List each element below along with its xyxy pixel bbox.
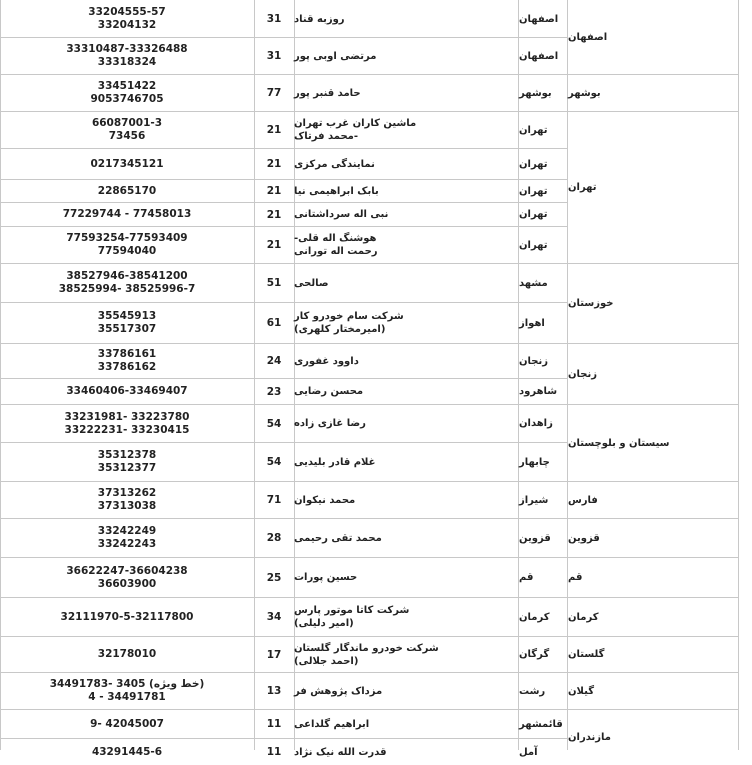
dealer-name-cell-text: محسن رضایی xyxy=(294,386,364,397)
dealer-name-cell-text: غلام قادر بلیدیی xyxy=(294,456,376,468)
city-cell-text: اصفهان xyxy=(519,50,559,62)
dealer-name-cell-text: بابک ابراهیمی نیا xyxy=(294,185,379,197)
phone-cell xyxy=(0,112,254,148)
dealer-name-cell-text: حسین پورات xyxy=(294,572,358,583)
phone-cell xyxy=(0,710,254,738)
phone-cell xyxy=(0,482,254,518)
city-cell-text: تهران xyxy=(519,158,548,170)
city-cell xyxy=(519,344,567,378)
area-code-cell xyxy=(255,75,293,111)
province-cell-text: زنجان xyxy=(568,368,598,380)
city-cell-text: کرمان xyxy=(519,611,550,623)
area-code-cell xyxy=(255,443,293,481)
phone-cell xyxy=(0,558,254,597)
city-cell-text: بوشهر xyxy=(519,87,552,99)
phone-cell-text: 32111970-5-32117800 xyxy=(60,610,194,623)
province-cell-text: کرمان xyxy=(568,611,599,623)
province-cell-text: تهران xyxy=(568,182,597,193)
dealer-name-cell-text: ابراهیم گلداعی xyxy=(294,718,370,730)
dealer-name-cell xyxy=(294,558,518,597)
city-cell xyxy=(519,38,567,74)
city-cell-text: رشت xyxy=(519,685,546,697)
area-code-cell xyxy=(255,598,293,636)
phone-cell xyxy=(0,637,254,672)
city-cell-text: مشهد xyxy=(519,277,548,289)
province-cell-text: فارس xyxy=(568,494,598,506)
dealer-name-cell-text: شرکت سام خودرو کار xyxy=(294,311,404,322)
phone-cell-text: 33318324 xyxy=(97,56,157,68)
phone-cell xyxy=(0,673,254,709)
city-cell xyxy=(519,303,567,343)
dealer-name-cell xyxy=(294,227,518,263)
area-code-cell xyxy=(255,405,293,442)
dealer-name-cell-text: صالحی xyxy=(294,277,329,289)
area-code-cell xyxy=(255,739,293,765)
phone-cell-text: 77594040 xyxy=(97,245,157,257)
city-cell xyxy=(519,264,567,302)
area-code-cell-text: 54 xyxy=(266,417,282,430)
dealer-name-cell xyxy=(294,710,518,738)
province-cell xyxy=(568,598,738,636)
area-code-cell xyxy=(255,264,293,302)
phone-cell-text: 0217345121 xyxy=(90,157,164,170)
area-code-cell xyxy=(255,710,293,738)
dealer-name-cell-text: قدرت الله نیک نژاد xyxy=(294,746,387,758)
dealer-name-cell-text: حامد قنبر پور xyxy=(294,87,361,99)
dealer-name-cell-text: (احمد جلالی) xyxy=(294,655,359,667)
phone-cell-text: 36622247-36604238 xyxy=(66,564,188,577)
province-cell xyxy=(568,673,738,709)
dealer-name-cell-text: رضا غازی زاده xyxy=(294,418,366,429)
dealer-name-cell xyxy=(294,75,518,111)
phone-cell-text: 66087001-3 xyxy=(91,117,163,129)
area-code-cell-text: 21 xyxy=(266,208,282,221)
phone-cell xyxy=(0,739,254,765)
city-cell xyxy=(519,180,567,202)
dealer-name-cell-text: داوود غفوری xyxy=(294,355,359,367)
city-cell-text: چابهار xyxy=(519,456,550,468)
phone-cell xyxy=(0,149,254,179)
city-cell-text: تهران xyxy=(519,124,548,136)
phone-cell xyxy=(0,75,254,111)
area-code-cell-text: 21 xyxy=(266,158,282,170)
province-cell-text: گلستان xyxy=(568,649,605,660)
phone-cell xyxy=(0,379,254,404)
dealer-name-cell-text: شرکت خودرو ماندگار گلستان xyxy=(294,642,439,654)
phone-cell-text: 35312378 xyxy=(97,449,157,461)
phone-cell-text: 33231981- 33223780 xyxy=(64,410,190,423)
area-code-cell xyxy=(255,344,293,378)
area-code-cell-text: 31 xyxy=(266,50,282,62)
city-cell xyxy=(519,482,567,518)
area-code-cell xyxy=(255,149,293,179)
dealer-name-cell-text: شرکت کاتا موتور پارس xyxy=(294,605,410,616)
area-code-cell-text: 11 xyxy=(266,746,282,758)
phone-cell xyxy=(0,519,254,557)
dealer-name-cell-text: ماشین کاران غرب تهران xyxy=(294,118,417,129)
city-cell-text: شاهرود xyxy=(519,386,558,397)
phone-cell-text: 9- 42045007 xyxy=(90,717,164,730)
phone-cell-text: 37313038 xyxy=(97,500,157,512)
city-cell-text: قم xyxy=(519,572,534,583)
city-cell-text: آمل xyxy=(519,746,538,758)
dealer-name-cell xyxy=(294,344,518,378)
dealer-name-cell xyxy=(294,405,518,442)
city-cell-text: تهران xyxy=(519,185,548,197)
phone-cell-text: 43291445-6 xyxy=(91,745,163,758)
phone-cell-text: 33786161 xyxy=(97,348,157,360)
phone-cell xyxy=(0,1,254,37)
area-code-cell xyxy=(255,558,293,597)
city-cell-text: زنجان xyxy=(519,355,549,367)
dealer-name-cell-text: روزبه قناد xyxy=(294,13,345,25)
dealer-name-cell xyxy=(294,112,518,148)
dealer-name-cell-text: نبی اله سرداشتانی xyxy=(294,209,389,220)
dealer-name-cell xyxy=(294,149,518,179)
phone-cell-text: 33204555-57 xyxy=(88,6,166,18)
area-code-cell xyxy=(255,303,293,343)
province-cell xyxy=(568,710,738,765)
dealer-name-cell-text: محمد نیکوان xyxy=(294,494,356,506)
phone-cell-text: 36603900 xyxy=(97,577,157,590)
city-cell-text: قزوین xyxy=(519,532,551,544)
province-cell xyxy=(568,344,738,404)
phone-cell-text: 33222231- 33230415 xyxy=(64,423,190,436)
province-cell xyxy=(568,1,738,74)
dealer-name-cell-text: مزداک پژوهش فر xyxy=(294,685,383,697)
dealer-name-cell xyxy=(294,519,518,557)
area-code-cell-text: 61 xyxy=(266,317,282,329)
phone-cell-text: 33310487-33326488 xyxy=(66,43,188,55)
area-code-cell-text: 28 xyxy=(266,532,282,544)
dealer-name-cell xyxy=(294,443,518,481)
province-cell xyxy=(568,482,738,518)
city-cell xyxy=(519,558,567,597)
city-cell xyxy=(519,673,567,709)
city-cell xyxy=(519,1,567,37)
dealer-name-cell xyxy=(294,637,518,672)
phone-cell-text: 4 - 34491781 xyxy=(88,691,166,703)
city-cell xyxy=(519,405,567,442)
area-code-cell-text: 31 xyxy=(266,13,282,25)
phone-cell-text: 33242249 xyxy=(97,525,157,537)
dealer-name-cell-text: (امیرمختار کلهری) xyxy=(294,324,386,335)
province-cell-text: بوشهر xyxy=(568,87,601,99)
phone-cell-text: 38527946-38541200 xyxy=(66,270,188,282)
dealer-name-cell xyxy=(294,739,518,765)
dealer-name-cell-text: (امیر دلیلی) xyxy=(294,618,354,629)
phone-cell-text: 37313262 xyxy=(97,487,157,499)
area-code-cell-text: 77 xyxy=(266,87,282,99)
phone-cell-text: 77229744 - 77458013 xyxy=(62,208,192,220)
area-code-cell-text: 13 xyxy=(266,685,282,697)
area-code-cell-text: 25 xyxy=(266,571,282,584)
city-cell xyxy=(519,739,567,765)
province-cell-text: گیلان xyxy=(568,685,595,697)
phone-cell xyxy=(0,303,254,343)
area-code-cell-text: 21 xyxy=(266,124,282,136)
area-code-cell-text: 21 xyxy=(266,239,282,251)
dealer-name-cell xyxy=(294,38,518,74)
city-cell xyxy=(519,75,567,111)
city-cell-text: زاهدان xyxy=(519,418,553,429)
city-cell-text: قائمشهر xyxy=(519,718,563,730)
area-code-cell xyxy=(255,203,293,226)
phone-cell xyxy=(0,203,254,226)
dealer-name-cell xyxy=(294,379,518,404)
province-cell xyxy=(568,264,738,343)
province-cell xyxy=(568,519,738,557)
column-divider xyxy=(738,0,739,750)
phone-cell-text: 34491783- 3405 (خط ویژه) xyxy=(49,678,205,690)
dealer-name-cell xyxy=(294,180,518,202)
phone-cell xyxy=(0,264,254,302)
phone-cell xyxy=(0,344,254,378)
dealer-name-cell xyxy=(294,303,518,343)
phone-cell-text: 9053746705 xyxy=(90,93,164,105)
phone-cell-text: 33451422 xyxy=(97,80,157,92)
area-code-cell-text: 23 xyxy=(266,385,282,398)
city-cell-text: تهران xyxy=(519,239,548,251)
area-code-cell-text: 34 xyxy=(266,611,282,623)
phone-cell-text: 33786162 xyxy=(97,361,157,373)
area-code-cell xyxy=(255,180,293,202)
city-cell-text: اهواز xyxy=(519,317,545,329)
province-cell-text: خوزستان xyxy=(568,298,614,309)
province-cell-text: قم xyxy=(568,572,583,583)
city-cell xyxy=(519,379,567,404)
area-code-cell-text: 17 xyxy=(266,648,282,661)
dealer-name-cell xyxy=(294,673,518,709)
city-cell xyxy=(519,227,567,263)
city-cell xyxy=(519,203,567,226)
area-code-cell-text: 21 xyxy=(266,185,282,197)
area-code-cell xyxy=(255,227,293,263)
city-cell xyxy=(519,443,567,481)
city-cell xyxy=(519,519,567,557)
dealer-name-cell xyxy=(294,482,518,518)
dealer-name-cell-text: رحمت اله تورانی xyxy=(294,246,378,257)
province-cell xyxy=(568,75,738,111)
province-cell xyxy=(568,637,738,672)
area-code-cell xyxy=(255,1,293,37)
city-cell xyxy=(519,149,567,179)
area-code-cell xyxy=(255,38,293,74)
area-code-cell-text: 51 xyxy=(266,277,282,289)
dealer-name-cell-text: -محمد فرتاک xyxy=(294,131,359,142)
city-cell xyxy=(519,598,567,636)
phone-cell xyxy=(0,443,254,481)
province-cell-text: اصفهان xyxy=(568,32,608,43)
phone-cell-text: 35545913 xyxy=(97,310,157,322)
phone-cell xyxy=(0,38,254,74)
area-code-cell-text: 71 xyxy=(266,494,282,506)
phone-cell-text: 77593254-77593409 xyxy=(66,232,188,244)
city-cell xyxy=(519,710,567,738)
phone-cell-text: 22865170 xyxy=(97,184,157,197)
phone-cell-text: 35517307 xyxy=(97,323,157,335)
area-code-cell xyxy=(255,673,293,709)
dealer-name-cell xyxy=(294,264,518,302)
province-cell xyxy=(568,405,738,481)
province-cell-text: قزوین xyxy=(568,532,600,544)
dealer-name-cell-text: محمد تقی رحیمی xyxy=(294,532,382,544)
dealer-name-cell-text: مرتضی اوبی پور xyxy=(294,50,377,62)
phone-cell-text: 33204132 xyxy=(97,19,157,31)
area-code-cell xyxy=(255,637,293,672)
phone-cell-text: 38525994- 38525996-7 xyxy=(58,283,196,295)
phone-cell-text: 33242243 xyxy=(97,538,157,550)
province-cell xyxy=(568,112,738,263)
city-cell-text: تهران xyxy=(519,209,548,220)
city-cell xyxy=(519,112,567,148)
phone-cell xyxy=(0,598,254,636)
area-code-cell-text: 11 xyxy=(266,718,282,730)
province-cell xyxy=(568,558,738,597)
city-cell-text: اصفهان xyxy=(519,13,559,25)
area-code-cell xyxy=(255,379,293,404)
area-code-cell-text: 24 xyxy=(266,355,282,367)
area-code-cell xyxy=(255,519,293,557)
phone-cell xyxy=(0,405,254,442)
city-cell xyxy=(519,637,567,672)
phone-cell-text: 33460406-33469407 xyxy=(66,385,188,397)
dealer-name-cell xyxy=(294,203,518,226)
phone-cell-text: 73456 xyxy=(108,130,146,142)
phone-cell xyxy=(0,180,254,202)
area-code-cell xyxy=(255,112,293,148)
dealer-name-cell-text: نمایندگی مرکزی xyxy=(294,158,375,170)
city-cell-text: شیراز xyxy=(519,494,549,506)
area-code-cell xyxy=(255,482,293,518)
area-code-cell-text: 54 xyxy=(266,456,282,468)
phone-cell xyxy=(0,227,254,263)
province-cell-text: مازندران xyxy=(568,732,611,743)
province-cell-text: سیستان و بلوچستان xyxy=(568,437,670,449)
city-cell-text: گرگان xyxy=(519,649,550,660)
phone-cell-text: 32178010 xyxy=(97,648,157,660)
dealer-name-cell xyxy=(294,1,518,37)
phone-cell-text: 35312377 xyxy=(97,462,157,474)
dealer-name-cell xyxy=(294,598,518,636)
dealer-name-cell-text: هوشنگ اله قلی- xyxy=(294,233,377,244)
